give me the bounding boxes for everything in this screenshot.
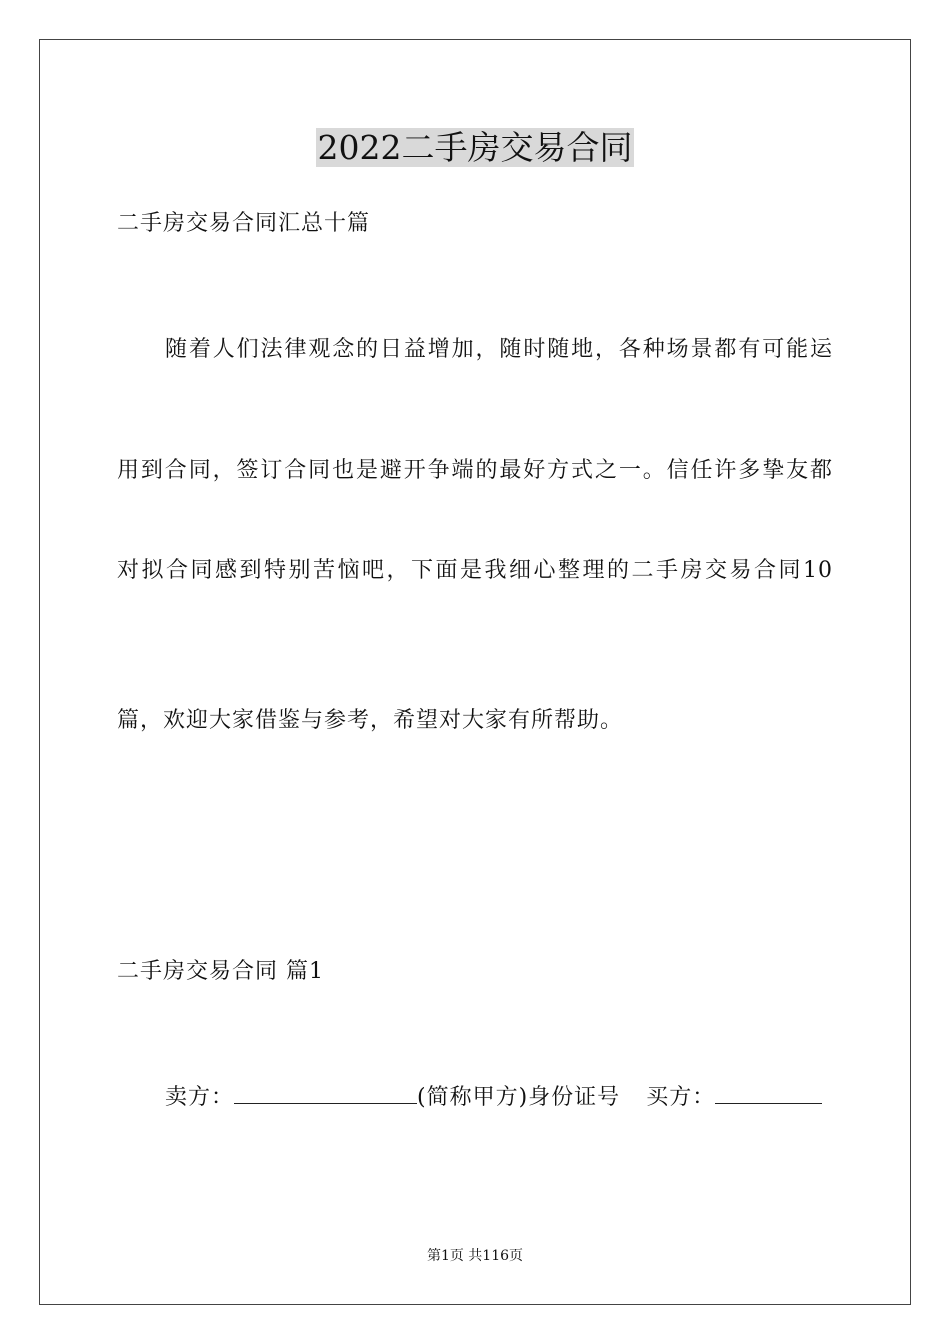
title-text: 2022二手房交易合同 bbox=[317, 128, 633, 167]
buyer-name-blank bbox=[715, 1081, 822, 1104]
seller-label: 卖方： bbox=[165, 1085, 235, 1110]
document-subtitle: 二手房交易合同汇总十篇 bbox=[117, 211, 371, 236]
page-footer: 第1页 共116页 bbox=[426, 1248, 524, 1264]
intro-line-2: 用到合同，签订合同也是避开争端的最好方式之一。信任许多挚友都 bbox=[117, 458, 833, 483]
intro-line-4: 篇，欢迎大家借鉴与参考，希望对大家有所帮助。 bbox=[117, 708, 624, 733]
intro-line-3: 对拟合同感到特别苦恼吧，下面是我细心整理的二手房交易合同10 bbox=[117, 558, 833, 583]
seller-note: (简称甲方)身份证号 bbox=[417, 1085, 621, 1110]
seller-name-blank bbox=[234, 1081, 417, 1104]
section-heading: 二手房交易合同 篇1 bbox=[117, 959, 324, 984]
intro-line-1: 随着人们法律观念的日益增加，随时随地，各种场景都有可能运 bbox=[165, 337, 833, 362]
seller-line bbox=[165, 1081, 822, 1113]
buyer-label: 买方： bbox=[646, 1085, 716, 1110]
document-title bbox=[0, 128, 950, 168]
